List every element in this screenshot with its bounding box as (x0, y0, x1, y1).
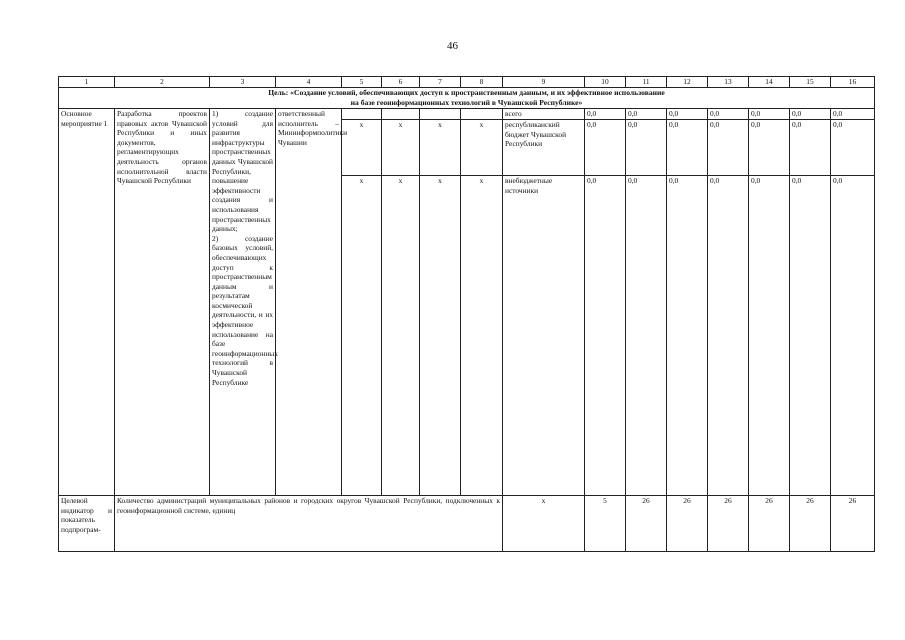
funding-source: внебюджетные источники (503, 176, 585, 496)
col-header: 10 (585, 77, 626, 88)
value-cell: 0,0 (749, 120, 790, 176)
col-header: 1 (59, 77, 115, 88)
value-cell: 0,0 (667, 109, 708, 120)
value-cell: 26 (708, 496, 749, 552)
col-header: 15 (790, 77, 831, 88)
cell: х (382, 176, 420, 496)
cell: х (342, 176, 382, 496)
event-name: Разработка проектов правовых актов Чувашской Республики и иных документов, регламентирующих деятельность органов исполнительной власти Чувашской Республики (115, 109, 210, 496)
value-cell: 26 (749, 496, 790, 552)
col-header: 16 (831, 77, 875, 88)
value-cell: 0,0 (708, 176, 749, 496)
funding-source: республиканский бюджет Чувашской Республики (503, 120, 585, 176)
indicator-type: Целевой индикатор и показатель подпрограм- (59, 496, 115, 552)
value-cell: 0,0 (585, 109, 626, 120)
cell: х (382, 120, 420, 176)
event-row-total (59, 109, 875, 120)
cell: х (461, 176, 503, 496)
value-cell: 26 (626, 496, 667, 552)
column-number-row (59, 77, 875, 88)
col-header: 11 (626, 77, 667, 88)
value-cell: 26 (831, 496, 875, 552)
value-cell: 0,0 (749, 109, 790, 120)
col-header: 13 (708, 77, 749, 88)
goal-text: Цель: «Создание условий, обеспечивающих доступ к пространственным данным, и их эффективное использование на базе геоинформационных технологий в Чувашской Республике» (59, 88, 875, 109)
event-type: Основное мероприятие 1 (59, 109, 115, 496)
value-cell: 0,0 (585, 120, 626, 176)
value-cell: 0,0 (585, 176, 626, 496)
value-cell: 0,0 (667, 176, 708, 496)
program-table (58, 76, 875, 552)
col-header: 8 (461, 77, 503, 88)
value-cell: 0,0 (626, 120, 667, 176)
cell (382, 109, 420, 120)
col-header: 12 (667, 77, 708, 88)
value-cell: 0,0 (667, 120, 708, 176)
col-header: 2 (115, 77, 210, 88)
value-cell: 0,0 (749, 176, 790, 496)
event-tasks: 1) создание условий для развития инфраструктуры пространственных данных Чувашской Республики, повышение эффективности создания и использования пространственных данных; 2) создание базовых условий, обеспечивающих доступ к пространственным данным и результатам космической деятельности, и их эффективное использование на базе геоинформационных технологий в Чувашской Республике (210, 109, 276, 496)
indicator-row (59, 496, 875, 552)
col-header: 7 (420, 77, 461, 88)
goal-row (59, 88, 875, 109)
col-header: 5 (342, 77, 382, 88)
cell (342, 109, 382, 120)
col-header: 6 (382, 77, 420, 88)
cell: х (342, 120, 382, 176)
indicator-name: Количество администраций муниципальных районов и городских округов Чувашской Республики, подключенных к геоинформационной системе, единиц (115, 496, 503, 552)
cell (420, 109, 461, 120)
col-header: 14 (749, 77, 790, 88)
value-cell: 5 (585, 496, 626, 552)
col-header: 3 (210, 77, 276, 88)
value-cell: 0,0 (708, 120, 749, 176)
cell: х (420, 120, 461, 176)
value-cell: 0,0 (626, 176, 667, 496)
value-cell: 0,0 (626, 109, 667, 120)
cell: х (503, 496, 585, 552)
cell: х (420, 176, 461, 496)
cell (461, 109, 503, 120)
value-cell: 0,0 (831, 109, 875, 120)
event-executor: ответственный исполнитель – Мининформполитики Чувашии (276, 109, 342, 496)
col-header: 4 (276, 77, 342, 88)
value-cell: 0,0 (790, 120, 831, 176)
value-cell: 26 (790, 496, 831, 552)
value-cell: 0,0 (831, 120, 875, 176)
cell: х (461, 120, 503, 176)
value-cell: 26 (667, 496, 708, 552)
value-cell: 0,0 (831, 176, 875, 496)
value-cell: 0,0 (790, 109, 831, 120)
value-cell: 0,0 (790, 176, 831, 496)
funding-source: всего (503, 109, 585, 120)
value-cell: 0,0 (708, 109, 749, 120)
col-header: 9 (503, 77, 585, 88)
page-number: 46 (447, 40, 458, 52)
